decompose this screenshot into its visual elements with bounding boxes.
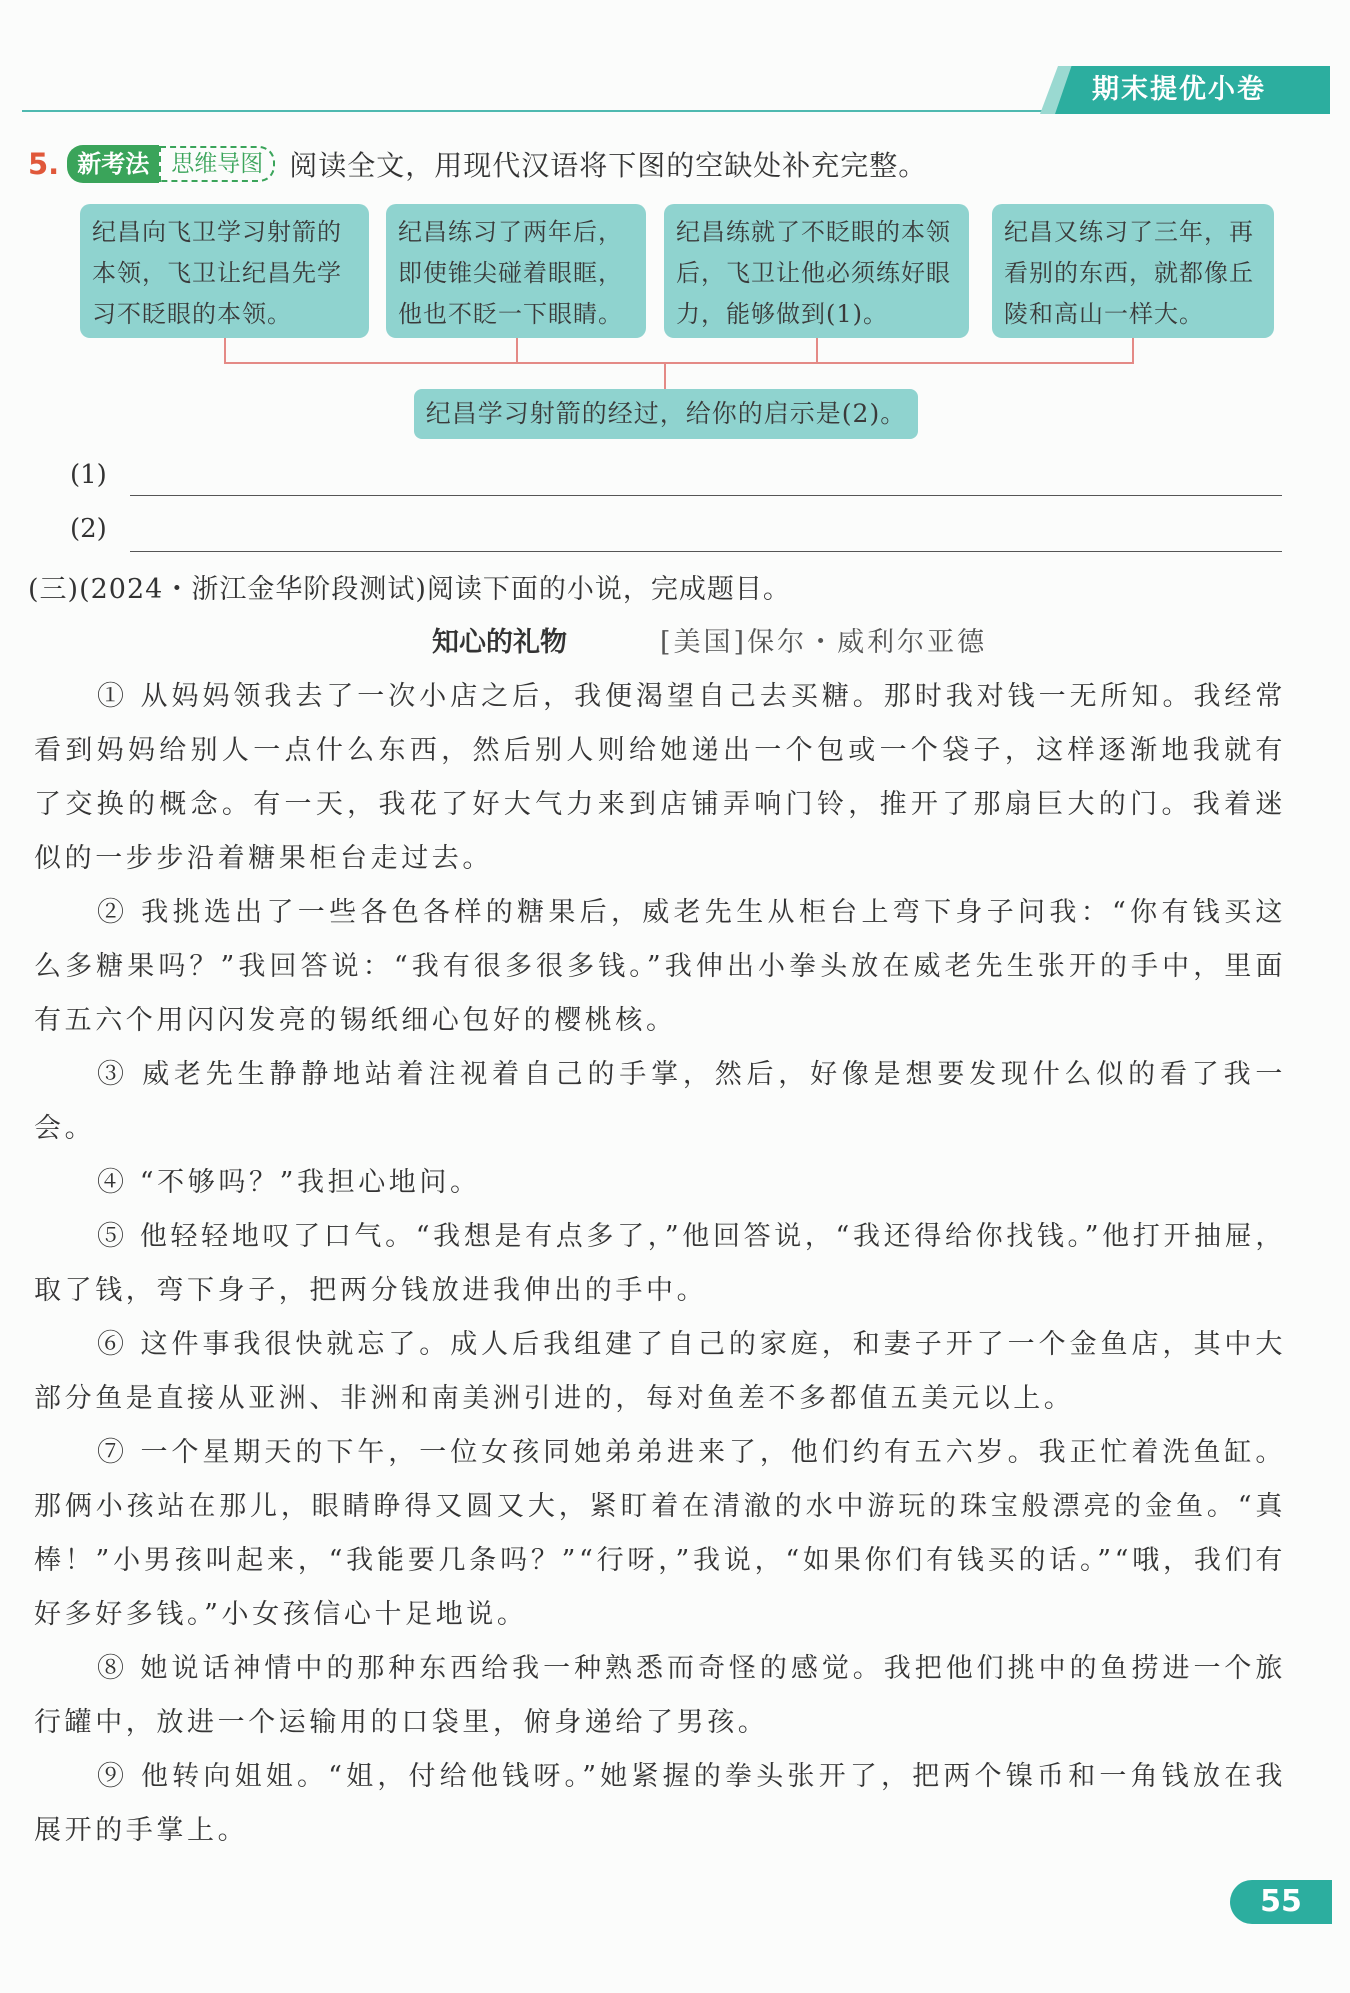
paragraph-9: ⑨ 他转向姐姐。“姐，付给他钱呀。”她紧握的拳头张开了，把两个镍币和一角钱放在我展开的手掌上。 bbox=[34, 1761, 1286, 1846]
question-row bbox=[28, 142, 927, 186]
story-author: [美国]保尔・威利尔亚德 bbox=[660, 627, 988, 658]
mindmap-box-2: 纪昌练习了两年后，即使锥尖碰着眼眶，他也不眨一下眼睛。 bbox=[386, 204, 646, 338]
question-number: 5. bbox=[28, 147, 60, 181]
connector-2 bbox=[516, 338, 518, 364]
question-text: 阅读全文，用现代汉语将下图的空缺处补充完整。 bbox=[289, 149, 928, 182]
paragraph-3: ③ 威老先生静静地站着注视着自己的手掌，然后，好像是想要发现什么似的看了我一会。 bbox=[34, 1059, 1286, 1144]
connector-1 bbox=[224, 338, 226, 364]
answer-line-2[interactable] bbox=[130, 551, 1282, 552]
paragraph-2: ② 我挑选出了一些各色各样的糖果后，威老先生从柜台上弯下身子问我：“你有钱买这么多糖果吗？”我回答说：“我有很多很多钱。”我伸出小拳头放在威老先生张开的手中，里面有五六个用闪闪发亮的锡纸细心包好的樱桃核。 bbox=[34, 897, 1286, 1036]
paragraph-8: ⑧ 她说话神情中的那种东西给我一种熟悉而奇怪的感觉。我把他们挑中的鱼捞进一个旅行罐中，放进一个运输用的口袋里，俯身递给了男孩。 bbox=[34, 1653, 1286, 1738]
connector-horizontal bbox=[224, 362, 1134, 364]
mindmap-box-3: 纪昌练就了不眨眼的本领后，飞卫让他必须练好眼力，能够做到(1)。 bbox=[664, 204, 969, 338]
page-number: 55 bbox=[1230, 1880, 1332, 1924]
connector-3 bbox=[816, 338, 818, 364]
mind-map-tag: 思维导图 bbox=[159, 146, 275, 182]
mindmap-box-1: 纪昌向飞卫学习射箭的本领，飞卫让纪昌先学习不眨眼的本领。 bbox=[80, 204, 369, 338]
mindmap-box-4: 纪昌又练习了三年，再看别的东西，就都像丘陵和高山一样大。 bbox=[992, 204, 1274, 338]
answer-line-1[interactable] bbox=[130, 495, 1282, 496]
header-title: 期末提优小卷 bbox=[1092, 74, 1266, 105]
new-method-tag: 新考法 bbox=[67, 145, 159, 183]
blank-label-2: (2) bbox=[70, 514, 107, 544]
mindmap-summary: 纪昌学习射箭的经过，给你的启示是(2)。 bbox=[414, 389, 918, 439]
paragraph-5: ⑤ 他轻轻地叹了口气。“我想是有点多了，”他回答说，“我还得给你找钱。”他打开抽屉，取了钱，弯下身子，把两分钱放进我伸出的手中。 bbox=[34, 1221, 1286, 1306]
story-title: 知心的礼物 bbox=[432, 627, 567, 658]
section-heading: (三)(2024・浙江金华阶段测试)阅读下面的小说，完成题目。 bbox=[28, 574, 791, 605]
connector-4 bbox=[1132, 338, 1134, 364]
paragraph-1: ① 从妈妈领我去了一次小店之后，我便渴望自己去买糖。那时我对钱一无所知。我经常看到妈妈给别人一点什么东西，然后别人则给她递出一个包或一个袋子，这样逐渐地我就有了交换的概念。有一天，我花了好大气力来到店铺弄响门铃，推开了那扇巨大的门。我着迷似的一步步沿着糖果柜台走过去。 bbox=[34, 681, 1286, 874]
paragraph-7: ⑦ 一个星期天的下午，一位女孩同她弟弟进来了，他们约有五六岁。我正忙着洗鱼缸。那俩小孩站在那儿，眼睛睁得又圆又大，紧盯着在清澈的水中游玩的珠宝般漂亮的金鱼。“真棒！”小男孩叫起来，“我能要几条吗？”“行呀，”我说，“如果你们有钱买的话。”“哦，我们有好多好多钱。”小女孩信心十足地说。 bbox=[34, 1437, 1286, 1630]
header-divider bbox=[22, 110, 1057, 112]
blank-label-1: (1) bbox=[70, 460, 107, 490]
connector-down bbox=[664, 362, 666, 390]
paragraph-6: ⑥ 这件事我很快就忘了。成人后我组建了自己的家庭，和妻子开了一个金鱼店，其中大部分鱼是直接从亚洲、非洲和南美洲引进的，每对鱼差不多都值五美元以上。 bbox=[34, 1329, 1286, 1414]
paragraph-4: ④ “不够吗？”我担心地问。 bbox=[97, 1167, 481, 1198]
